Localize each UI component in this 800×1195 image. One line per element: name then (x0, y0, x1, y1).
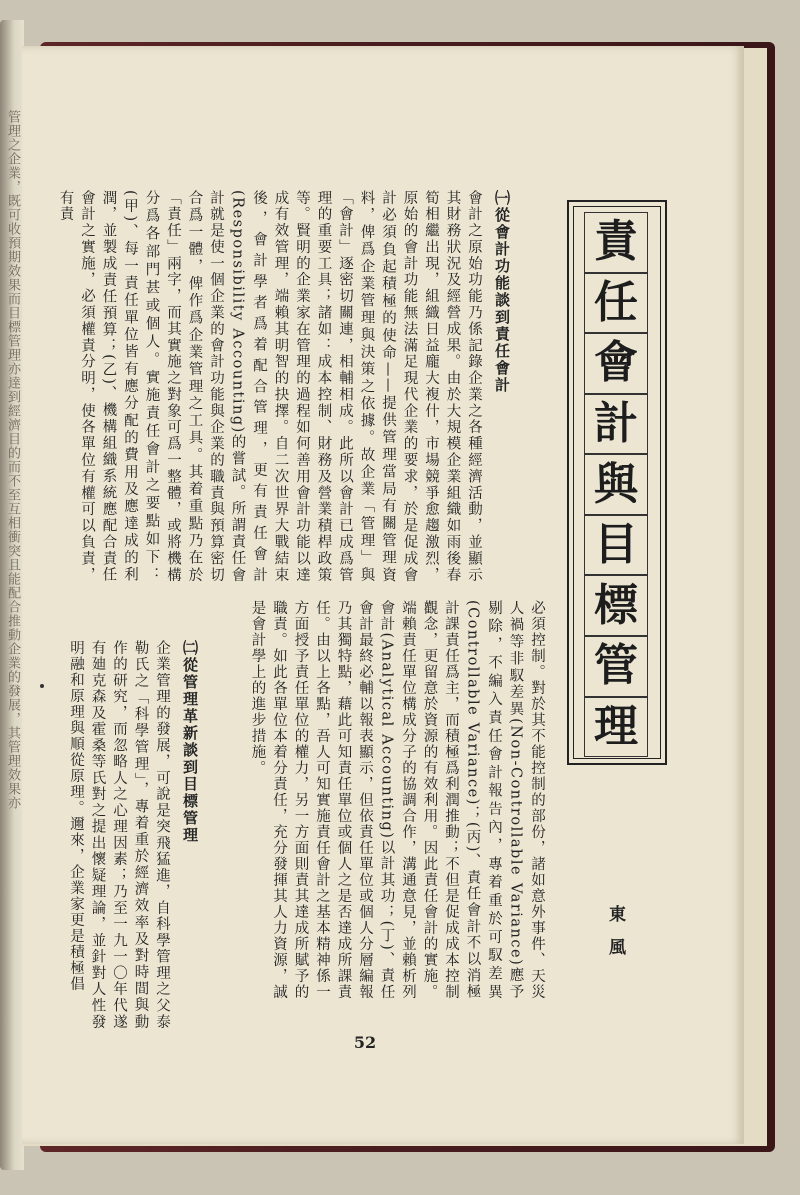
section-1-heading: ㈠從會計功能談到責任會計 (493, 190, 511, 394)
section-2-heading: ㈡從管理革新談到目標管理 (181, 640, 199, 844)
section-1-body: 會計之原始功能乃係記錄企業之各種經濟活動，並顯示其財務狀況及經營成果。由於大規模企業組織如雨後春筍相繼出現，組織日益龐大複什，市場競爭愈趨激烈，原始的會計功能無法滿足現代企業的要求，於是促成會計必須負起積極的使命——提供管理當局有關管理資料，俾爲企業管理與決策之依據。故企業「管理」與「會計」逐密切關連，相輔相成。此所以會計已成爲管理的重要工具；諸如：成本控制、財務及營業積桿政策等。賢明的企業家在管理的過程如何善用會計功能以達成有效管理，端賴其明智的抉擇。自二次世界大戰結束後，會計學者爲着配合管理，更有責任會計(Responsibility Accounting)的嘗試。所謂責任會計就是使一個企業的會計功能與企業的職責與預算密切合爲一體，俾作爲企業管理之工具。其着重點乃在於「責任」兩字，而其實施之對象可爲一整體，或將機構分爲各部門甚或個人。實施責任會計之要點如下：(甲)、每一責任單位皆有應分配的費用及應達成的利潤，並製成責任預算；(乙)、機構組織系統應配合責任會計之實施，必須權責分明，使各單位有權可以負責，有責 (57, 190, 482, 583)
title-char: 會 (584, 333, 648, 394)
previous-page-text: 管理之企業，既可收預期效果而目標管理亦達到經濟目的而不至互相衝突且能配合推動企業的發展，其管理效果亦 (5, 110, 20, 810)
title-char: 理 (584, 697, 648, 758)
title-char: 管 (584, 636, 648, 697)
title-char: 計 (584, 394, 648, 455)
author-name: 東風 (605, 905, 625, 971)
article-title (576, 212, 656, 757)
previous-page-edge (0, 20, 24, 1170)
page-number: 52 (353, 1033, 377, 1052)
title-char: 目 (584, 515, 648, 576)
title-char: 與 (584, 454, 648, 515)
title-char: 標 (584, 575, 648, 636)
section-2-body: 企業管理的發展，可說是突飛猛進，自科學管理之父泰勒氏之「科學管理」，專着重於經濟效率及對時間與動作的研究，而忽略人之心理因素；乃至一九一〇年代遂有廸克森及霍桑等氏對之提出懷疑理論，並針對人性發明融和原理與順從原理。邇來，企業家更是積極倡 (68, 640, 170, 1030)
title-char: 任 (584, 273, 648, 334)
title-char: 責 (584, 212, 648, 273)
ink-mark (40, 684, 44, 688)
section-1-continuation: 必須控制。對於其不能控制的部份，諸如意外事件、天災人禍等非馭差異(Non-Controllable Variance)應予剔除，不編入責任會計報告內，專着重於可馭差異(Controllable Variance)；(丙)、責任會計不以消極計課責任爲主，而積極爲利潤推動；不但是促成成本控制觀念，更留意於資源的有效利用。因此責任會計的實施。端賴責任單位構成分子的協調合作，溝通意見，並賴析列會計(Analytical Accounting)以計其功；(丁)、責任會計最終必輔以報表顯示，但依責任單位或個人分層編報乃其獨特點，藉此可知責任單位或個人之是否達成所課責任。由以上各點，吾人可知實施責任會計之基本精神係一方面授予責任單位的權力，另一方面則責其達成所賦予的職責。如此各單位本着分責任，充分發揮其人力資源，誠是會計學上的進步措施。 (249, 600, 545, 1000)
